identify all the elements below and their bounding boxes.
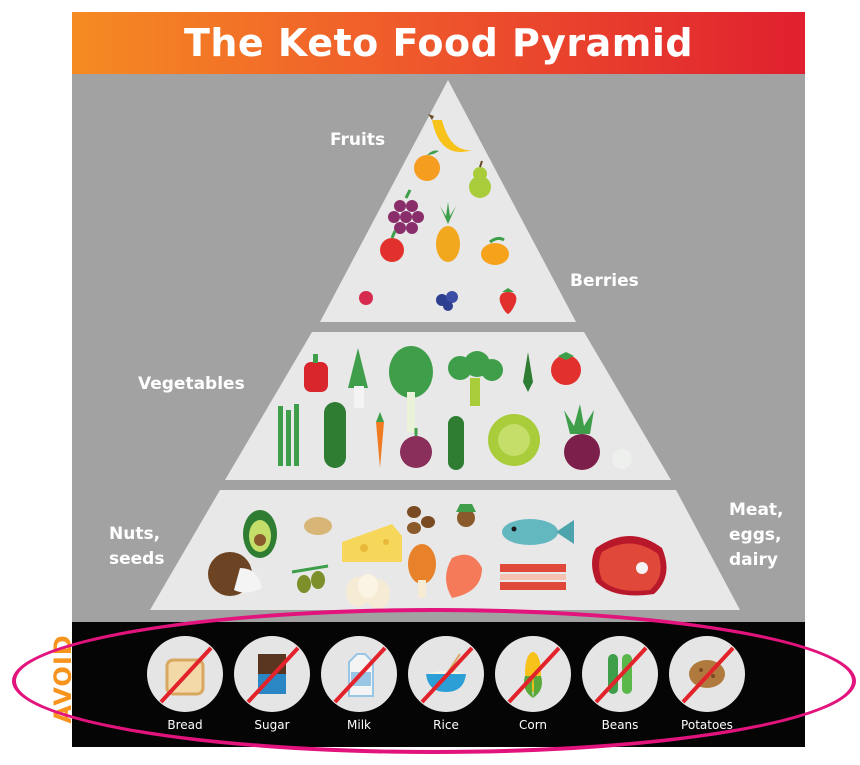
- avoid-item-bread: [145, 636, 225, 736]
- avoid-item-corn: [493, 636, 573, 736]
- avoid-label: Rice: [433, 718, 459, 732]
- avoid-label: Milk: [347, 718, 371, 732]
- pyramid-tier-top: [320, 80, 576, 322]
- steak-icon: [592, 536, 667, 596]
- poster-title: The Keto Food Pyramid: [183, 21, 694, 65]
- label-berries: Berries: [570, 271, 639, 291]
- raspberry-icon: [359, 291, 373, 305]
- label-nuts-seeds: Nuts, seeds: [109, 524, 165, 569]
- avocado-icon: [243, 510, 277, 558]
- hazelnut-icon: [456, 504, 476, 527]
- bread-icon: [147, 636, 223, 712]
- avoid-label: Bread: [167, 718, 203, 732]
- avoid-label: Sugar: [254, 718, 290, 732]
- avoid-item-rice: [406, 636, 486, 736]
- food-pyramid: [72, 12, 805, 622]
- potato-icon: [669, 636, 745, 712]
- bacon-icon: [500, 564, 566, 590]
- ginger-icon: [304, 517, 332, 535]
- avoid-item-potatoes: [667, 636, 747, 736]
- avoid-label: Corn: [518, 718, 548, 732]
- label-fruits: Fruits: [330, 130, 386, 150]
- label-vegetables: Vegetables: [138, 374, 245, 394]
- pea-pod-icon: [582, 636, 658, 712]
- milk-carton-icon: [321, 636, 397, 712]
- corn-icon: [495, 636, 571, 712]
- label-meat-eggs-dairy: Meat, eggs, dairy: [729, 500, 784, 570]
- asparagus-icon: [278, 404, 299, 466]
- avoid-label: Potatoes: [681, 718, 733, 732]
- zucchini-icon: [324, 402, 346, 468]
- avoid-item-sugar: [232, 636, 312, 736]
- rice-bowl-icon: [408, 636, 484, 712]
- avoid-item-beans: [580, 636, 660, 736]
- garlic-icon: [612, 449, 632, 469]
- chocolate-icon: [234, 636, 310, 712]
- cucumber-icon: [448, 416, 464, 470]
- avoid-item-milk: [319, 636, 399, 736]
- cabbage-icon: [488, 414, 540, 466]
- avoid-heading: AVOID: [49, 634, 77, 724]
- avoid-label: Beans: [601, 718, 639, 732]
